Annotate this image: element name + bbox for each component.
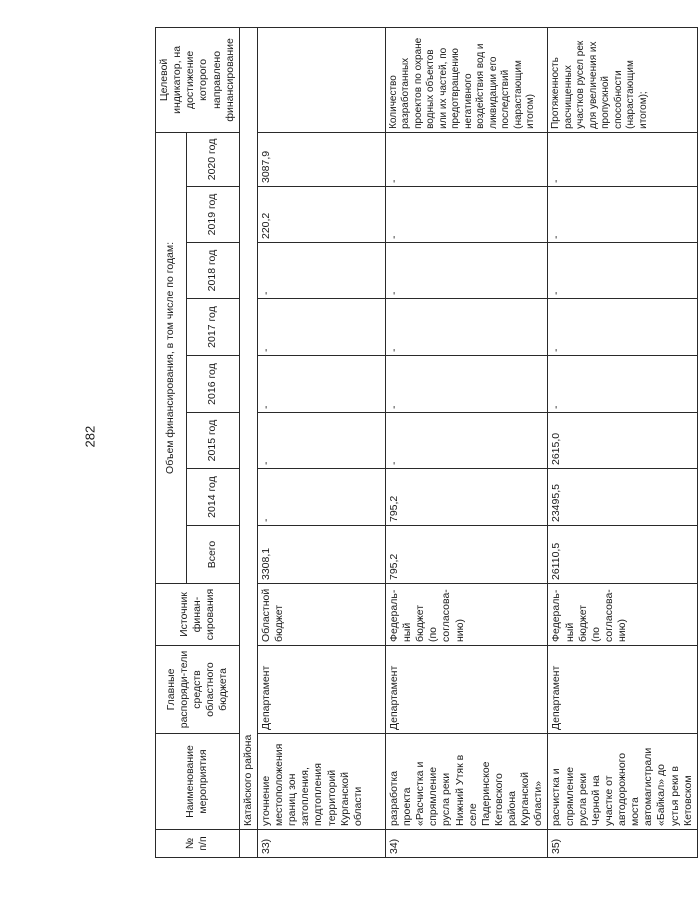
row-source: Федераль-ный бюджет (по согласова-нию) [385,584,548,646]
row-year-2018: - [385,243,548,299]
row-year-2016: - [385,356,548,413]
header-num: № п/п [156,830,240,858]
header-year-2015: 2015 год [186,413,239,469]
header-year-2017: 2017 год [186,299,239,356]
row-year-2017: - [385,299,548,356]
table-row [548,27,697,857]
row-indicator: Протяженность расчищенных участков русел рек для увеличения их пропускной способности (нарастающим итогом); [548,27,697,132]
row-source: Федераль-ный бюджет (по согласова-нию) [548,584,697,646]
row-year-2014: 23495,5 [548,469,697,526]
row-year-2014: - [257,469,385,526]
row-year-2019: - [548,187,697,243]
row-manager: Департамент [385,646,548,734]
row-year-2015: - [257,413,385,469]
section-title: Катайского района [239,27,257,829]
page-number: 282 [82,425,98,448]
row-year-2020: 3087,9 [257,132,385,186]
header-year-2018: 2018 год [186,243,239,299]
header-year-2016: 2016 год [186,356,239,413]
row-year-2020: - [548,132,697,186]
header-year-2020: 2020 год [186,132,239,186]
row-year-2015: - [385,413,548,469]
row-year-2018: - [548,243,697,299]
row-num: 35) [548,830,697,858]
row-total: 795,2 [385,526,548,584]
header-managers: Главные распоряди-тели средств областного бюджета [156,646,240,734]
financing-table [155,27,698,858]
section-num-cell [239,830,257,858]
row-total: 3308,1 [257,526,385,584]
header-total: Всего [186,526,239,584]
row-year-2020: - [385,132,548,186]
rotated-table-sheet [155,28,694,858]
row-year-2016: - [257,356,385,413]
header-source: Источник финан-сирования [156,584,240,646]
row-manager: Департамент [548,646,697,734]
header-name: Наименование мероприятия [156,734,240,830]
row-year-2019: 220,2 [257,187,385,243]
row-source: Областной бюджет [257,584,385,646]
row-year-2014: 795,2 [385,469,548,526]
row-manager: Департамент [257,646,385,734]
header-year-2019: 2019 год [186,187,239,243]
row-indicator [257,27,385,132]
header-indicator: Целевой индикатор, на достижение которого направлено финансирование [156,27,240,132]
row-name: расчистка и спрямление русла реки Черной на участке от автодорожного моста автомагистрали «Байкал» до устья реки в Кетовском [548,734,697,830]
table-row [385,27,548,857]
row-year-2018: - [257,243,385,299]
table-row [257,27,385,857]
row-year-2016: - [548,356,697,413]
row-num: 34) [385,830,548,858]
row-indicator: Количество разработанных проектов по охране водных объектов или их частей, по предотвращению негативного воздействия вод и ликвидации его последствий (нарастающим итогом) [385,27,548,132]
row-year-2017: - [548,299,697,356]
row-year-2017: - [257,299,385,356]
row-name: уточнение местоположения границ зон затопления, подтопления территорий Курганской области [257,734,385,830]
row-name: разработка проекта «Расчистка и спрямление русла реки Нижний Утяк в селе Падеринское Кетовского района Курганской области» [385,734,548,830]
row-num: 33) [257,830,385,858]
row-year-2019: - [385,187,548,243]
row-year-2015: 2615,0 [548,413,697,469]
row-total: 26110,5 [548,526,697,584]
header-year-2014: 2014 год [186,469,239,526]
header-volume: Объем финансирования, в том числе по годам: [156,132,187,583]
